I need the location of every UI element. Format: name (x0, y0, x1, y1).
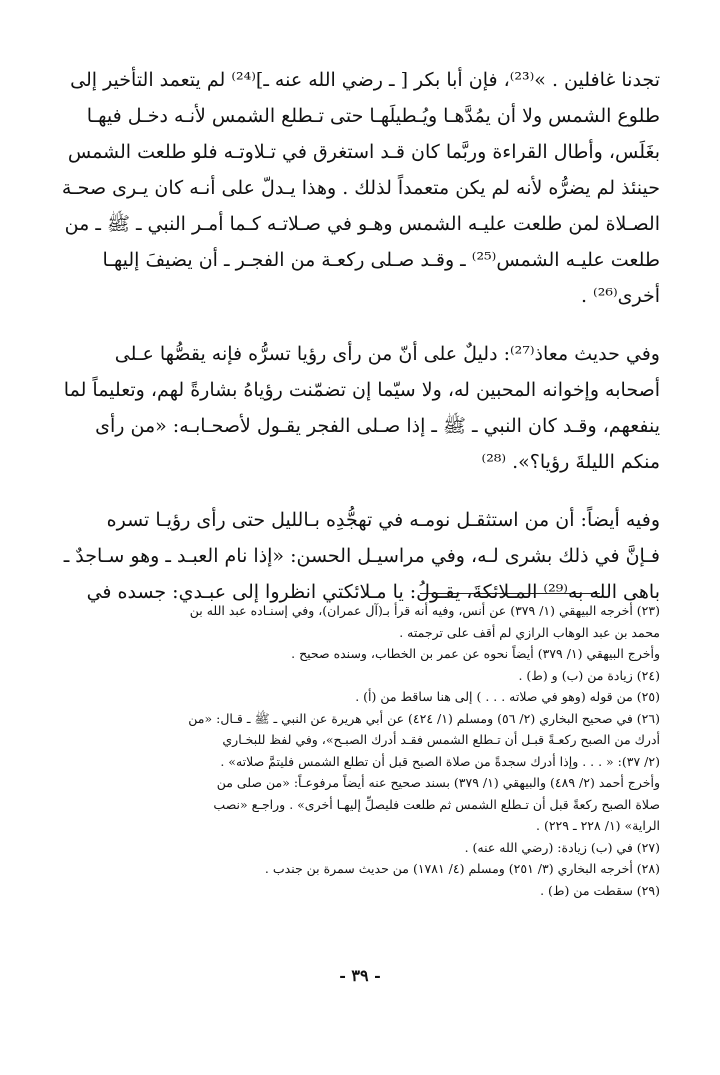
text-line: الصـلاة لمن طلعت عليـه الشمس وهـو في صـلاتـه كـما أمـر النبي ـ ﷺ ـ من (64, 213, 660, 235)
text-line: بغَلَس، وأطال القراءة وربَّما كان قـد استغرق في تـلاوتـه فلو طلعت الشمس (67, 141, 660, 163)
footnote-line: وأخرج أحمد (٢/ ٤٨٩) والبيهقي (١/ ٣٧٩) بسند صحيح عنه أيضاً مرفوعـاً: «من صلى من (216, 775, 660, 790)
text-line: طلعت عليـه الشمس⁽²⁵⁾ ـ وقـد صـلى ركعـة من الفجـر ـ أن يضيفَ إليهـا (102, 249, 660, 271)
paragraph-1 (61, 62, 660, 314)
footnote-line: (٢٩) سقطت من (ط) . (540, 882, 660, 898)
footnote-line: وأخرج البيهقي (١/ ٣٧٩) أيضاً نحوه عن عمر بن الخطاب، وسنده صحيح . (291, 646, 660, 661)
footnote-line: (٢/ ٣٧): « . . . وإذا أدرك سجدةً من صلاة الصبح قبل أن تطلع الشمس فليتمَّ صلاته» . (220, 753, 660, 769)
text-line: وفي حديث معاذ⁽²⁷⁾: دليلٌ على أنّ من رأى رؤيا تسرُّه فإنه يقصُّها عـلى (114, 343, 660, 365)
footnote-line: (٢٣) أخرجه البيهقي (١/ ٣٧٩) عن أنس، وفيه أنه قرأ بـ(آل عمران)، وفي إسنـاده عبد الله بن (189, 603, 660, 618)
text-line: وفيه أيضاً: أن من استثقـل نومـه في تهجُّدِه بـالليل حتى رأى رؤيـا تسره (106, 509, 660, 531)
text-line: حينئذ لم يضرُّه لأنه لم يكن متعمداً لذلك . وهذا يـدلّ على أنـه كان يـرى صحـة (61, 177, 660, 199)
text-line: تجدنا غافلين . »⁽²³⁾، فإن أبا بكر [ ـ رضي الله عنه ـ]⁽²⁴⁾ لم يتعمد التأخير إلى (70, 69, 660, 91)
text-line: طلوع الشمس ولا أن يمُدَّهـا ويُـطيلَهـا حتى تـطلع الشمس لأنـه دخـل فيهـا (86, 105, 660, 127)
footnote-line: محمد بن عبد الوهاب الرازي لم أقف على ترجمته . (399, 624, 660, 640)
footnote-line: الراية» (١/ ٢٢٨ ـ ٢٢٩) . (536, 818, 660, 833)
text-line: ينفعهم، وقـد كان النبي ـ ﷺ ـ إذا صـلى الفجر يقـول لأصحـابـه: «من رأى (95, 415, 660, 437)
text-line: أصحابه وإخوانه المحبين له، ولا سيّما إن تضمّنت رؤياهُ بشارةً لهم، وتعليماً لما (63, 379, 660, 401)
footnote-line: (٢٥) من قوله (وهو في صلاته . . . ) إلى هنا ساقط من (أ) . (355, 689, 660, 704)
main-text (61, 62, 660, 632)
text-line: فـإنَّ في ذلك بشرى لـه، وفي مراسيـل الحسن: «إذا نام العبـد ـ وهو سـاجدٌ ـ (63, 545, 660, 567)
footnote-divider (420, 593, 600, 594)
paragraph-2 (63, 336, 660, 480)
page-number: - ٣٩ - (339, 966, 381, 985)
text-line: منكم الليلةَ رؤيا؟». ⁽²⁸⁾ (481, 451, 660, 473)
footnote-line: أدرك من الصبح ركعـةً قبـل أن تـطلع الشمس فقـد أدرك الصبـح»، وفي لفظ للبخـاري (222, 732, 660, 747)
footnotes (92, 600, 660, 901)
footnote-line: (٢٦) في صحيح البخاري (٢/ ٥٦) ومسلم (١/ ٤٢٤) عن أبي هريرة عن النبي ـ ﷺ ـ قـال: «من (188, 710, 660, 726)
footnote-line: صلاة الصبح ركعةً قبل أن تـطلع الشمس ثم طلعت فليصلِّ إليهـا أخرى» . وراجـع «نصب (213, 796, 660, 812)
footnote-line: (٢٧) في (ب) زيادة: (رضي الله عنه) . (464, 839, 660, 855)
text-line: أخرى⁽²⁶⁾ . (580, 285, 660, 307)
text-line: باهى الله به⁽²⁹⁾ المـلائكةَ، يقـولُ: يا مـلائكتي انظروا إلى عبـدي: جسده في (86, 581, 660, 603)
footnote-line: (٢٤) زيادة من (ب) و (ط) . (518, 667, 660, 683)
footnote-line: (٢٨) أخرجه البخاري (٣/ ٢٥١) ومسلم (٤/ ١٧٨١) من حديث سمرة بن جندب . (264, 861, 660, 876)
